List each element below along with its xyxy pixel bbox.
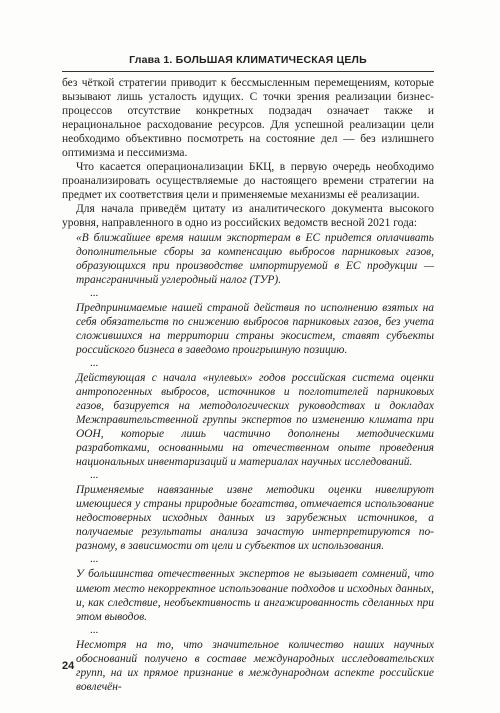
block-quote xyxy=(62,231,434,694)
quote-paragraph-2: Предпринимаемые нашей страной действия по исполнению взятых на себя обязательств по снижению выбросов парниковых газов, без учета сложившихся на территории страны экосистем, ставят субъекты российского бизнеса в заведомо проигрышную позицию. xyxy=(76,301,434,356)
paragraph-1: без чёткой стратегии приводит к бессмысленным перемещениям, которые вызывают лишь усталость идущих. С точки зрения реализации бизнес-процессов отсутствие конкретных подзадач означает также и нерациональное расходование ресурсов. Для успешной реализации цели необходимо объективно посмотреть на состояние дел — без излишнего оптимизма и пессимизма. xyxy=(62,77,434,160)
quote-paragraph-4: Применяемые навязанные извне методики оценки нивелируют имеющиеся у страны природные богатства, отмечается использование недостоверных исходных данных из зарубежных источников, а получаемые результаты анализа зачастую интерпретируются по-разному, в зависимости от цели и субъектов их использования. xyxy=(76,484,434,553)
running-head: Глава 1. БОЛЬШАЯ КЛИМАТИЧЕСКАЯ ЦЕЛЬ xyxy=(129,54,367,66)
quote-paragraph-6: Несмотря на то, что значительное количество наших научных обоснований получено в составе международных исследовательских групп, на их прямое признание в международном аспекте российские вовлечён- xyxy=(76,638,434,693)
quote-paragraph-1: «В ближайшее время нашим экспортерам в ЕС придется оплачивать дополнительные сборы за компенсацию выбросов парниковых газов, образующихся при производстве импортируемой в ЕС продукции — трансграничный углеродный налог (ТУР). xyxy=(76,231,434,286)
page-number: 24 xyxy=(62,660,75,672)
paragraph-3: Для начала приведём цитату из аналитического документа высокого уровня, направленного в одно из российских ведомств весной 2021 года: xyxy=(62,203,434,230)
quote-ellipsis-1: ... xyxy=(90,286,99,299)
body-text xyxy=(62,76,434,694)
quote-ellipsis-4: ... xyxy=(90,553,99,566)
quote-ellipsis-3: ... xyxy=(90,469,99,482)
quote-ellipsis-5: ... xyxy=(90,623,99,636)
quote-ellipsis-2: ... xyxy=(90,356,99,369)
quote-paragraph-3: Действующая с начала «нулевых» годов российская система оценки антропогенных выбросов, источников и поглотителей парниковых газов, базируется на методологических руководствах и докладах Межправительственной группы экспертов по изменению климата при ООН, которые лишь частично дополнены методическими разработками, основанными на отечественном опыте проведения национальных инвентаризаций и материалах научных исследований. xyxy=(76,371,434,469)
quote-paragraph-5: У большинства отечественных экспертов не вызывает сомнений, что имеют место некорректное использование подходов и исходных данных, и, как следствие, необъективность и ангажированность сделанных при этом выводов. xyxy=(76,568,434,623)
paragraph-2: Что касается операционализации БКЦ, в первую очередь необходимо проанализировать осуществляемые до настоящего времени стратегии на предмет их соответствия цели и применяемые механизмы её реализации. xyxy=(62,161,434,202)
header-rule xyxy=(62,71,434,72)
